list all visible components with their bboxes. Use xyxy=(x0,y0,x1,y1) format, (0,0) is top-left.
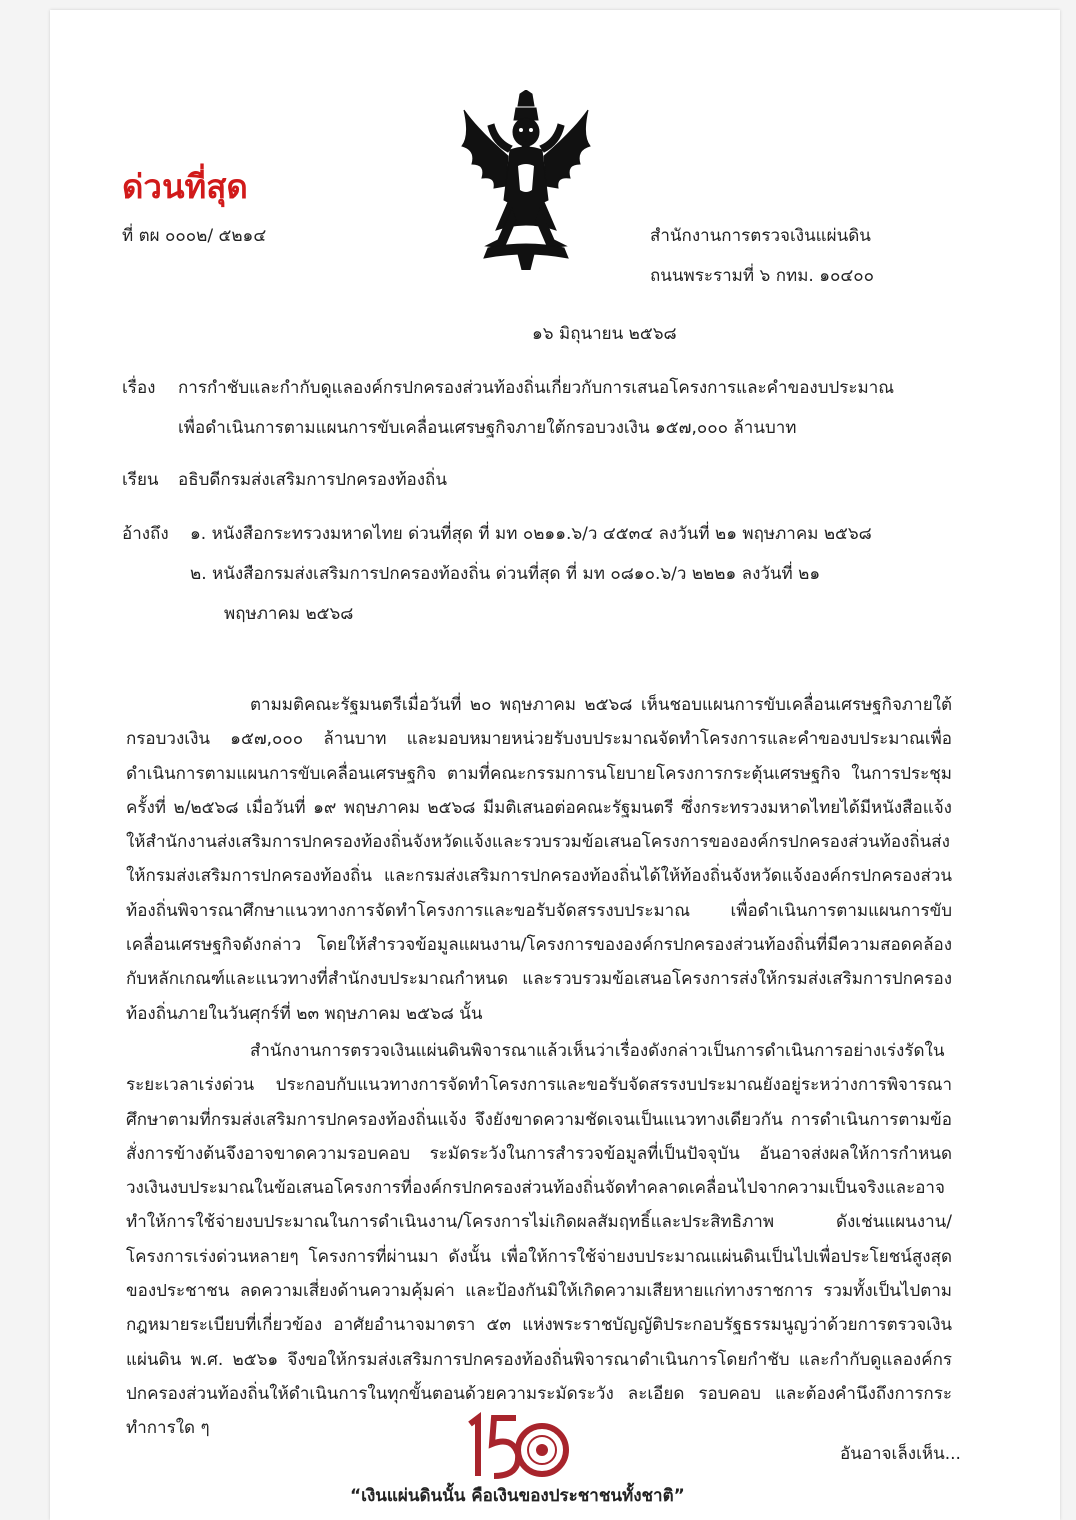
garuda-emblem-icon xyxy=(458,90,594,270)
reference-item-2: ๒. หนังสือกรมส่งเสริมการปกครองท้องถิ่น ด่วนที่สุด ที่ มท ๐๘๑๐.๖/ว ๒๒๒๑ ลงวันที่ ๒๑ xyxy=(190,564,821,584)
subject-line-2: เพื่อดำเนินการตามแผนการขับเคลื่อนเศรษฐกิจภายใต้กรอบวงเงิน ๑๕๗,๐๐๐ ล้านบาท xyxy=(178,418,797,438)
agency-name: สำนักงานการตรวจเงินแผ่นดิน xyxy=(650,226,871,246)
agency-motto: “เงินแผ่นดินนั้น คือเงินของประชาชนทั้งชาติ” xyxy=(350,1486,685,1506)
document-date: ๑๖ มิถุนายน ๒๕๖๘ xyxy=(532,324,677,344)
continued-text: อันอาจเล็งเห็น... xyxy=(840,1444,961,1464)
recipient-name: อธิบดีกรมส่งเสริมการปกครองท้องถิ่น xyxy=(178,470,447,490)
reference-item-1: ๑. หนังสือกระทรวงมหาดไทย ด่วนที่สุด ที่ มท ๐๒๑๑.๖/ว ๔๕๓๔ ลงวันที่ ๒๑ พฤษภาคม ๒๕๖๘ xyxy=(190,524,872,544)
urgency-stamp: ด่วนที่สุด xyxy=(122,167,248,206)
anniversary-150-logo-icon xyxy=(460,1410,570,1488)
reference-number: ที่ ตผ ๐๐๐๒/ ๕๒๑๔ xyxy=(122,226,267,246)
document-page xyxy=(50,10,1060,1520)
subject-label: เรื่อง xyxy=(122,378,156,398)
subject-line-1: การกำชับและกำกับดูแลองค์กรปกครองส่วนท้องถิ่นเกี่ยวกับการเสนอโครงการและคำของบประมาณ xyxy=(178,378,895,398)
body-paragraph-2: สำนักงานการตรวจเงินแผ่นดินพิจารณาแล้วเห็นว่าเรื่องดังกล่าวเป็นการดำเนินการอย่างเร่งรัดในระยะเวลาเร่งด่วน ประกอบกับแนวทางการจัดทำโครงการและขอรับจัดสรรงบประมาณยังอยู่ระหว่างการพิจารณาศึกษาตามที่กรมส่งเสริมการปกครองท้องถิ่นแจ้ง จึงยังขาดความชัดเจนเป็นแนวทางเดียวกัน การดำเนินการตามข้อสั่งการข้างต้นจึงอาจขาดความรอบคอบ ระมัดระวังในการสำรวจข้อมูลที่เป็นปัจจุบัน อันอาจส่งผลให้การกำหนดวงเงินงบประมาณในข้อเสนอโครงการที่องค์กรปกครองส่วนท้องถิ่นจัดทำคลาดเคลื่อนไปจากความเป็นจริงและอาจทำให้การใช้จ่ายงบประมาณในการดำเนินงาน/โครงการไม่เกิดผลสัมฤทธิ์และประสิทธิภาพ ดังเช่นแผนงาน/โครงการเร่งด่วนหลายๆ โครงการที่ผ่านมา ดังนั้น เพื่อให้การใช้จ่ายงบประมาณแผ่นดินเป็นไปเพื่อประโยชน์สูงสุดของประชาชน ลดความเสี่ยงด้านความคุ้มค่า และป้องกันมิให้เกิดความเสียหายแก่ทางราชการ รวมทั้งเป็นไปตามกฎหมายระเบียบที่เกี่ยวข้อง อาศัยอำนาจมาตรา ๕๓ แห่งพระราชบัญญัติประกอบรัฐธรรมนูญว่าด้วยการตรวจเงินแผ่นดิน พ.ศ. ๒๕๖๑ จึงขอให้กรมส่งเสริมการปกครองท้องถิ่นพิจารณาดำเนินการโดยกำชับ และกำกับดูแลองค์กรปกครองส่วนท้องถิ่นให้ดำเนินการในทุกขั้นตอนด้วยความระมัดระวัง ละเอียด รอบคอบ และต้องคำนึงถึงการกระทำการใด ๆ xyxy=(126,1041,952,1439)
agency-address: ถนนพระรามที่ ๖ กทม. ๑๐๔๐๐ xyxy=(650,266,874,286)
recipient-label: เรียน xyxy=(122,470,159,490)
references-label: อ้างถึง xyxy=(122,524,169,544)
reference-item-2-continued: พฤษภาคม ๒๕๖๘ xyxy=(224,604,354,624)
body-paragraph-1: ตามมติคณะรัฐมนตรีเมื่อวันที่ ๒๐ พฤษภาคม ๒๕๖๘ เห็นชอบแผนการขับเคลื่อนเศรษฐกิจภายใต้กรอบวงเงิน ๑๕๗,๐๐๐ ล้านบาท และมอบหมายหน่วยรับงบประมาณจัดทำโครงการและคำของบประมาณเพื่อดำเนินการตามแผนการขับเคลื่อนเศรษฐกิจ ตามที่คณะกรรมการนโยบายโครงการกระตุ้นเศรษฐกิจ ในการประชุมครั้งที่ ๒/๒๕๖๘ เมื่อวันที่ ๑๙ พฤษภาคม ๒๕๖๘ มีมติเสนอต่อคณะรัฐมนตรี ซึ่งกระทรวงมหาดไทยได้มีหนังสือแจ้งให้สำนักงานส่งเสริมการปกครองท้องถิ่นจังหวัดแจ้งและรวบรวมข้อเสนอโครงการขององค์กรปกครองส่วนท้องถิ่นส่งให้กรมส่งเสริมการปกครองท้องถิ่น และกรมส่งเสริมการปกครองท้องถิ่นได้ให้ท้องถิ่นจังหวัดแจ้งองค์กรปกครองส่วนท้องถิ่นพิจารณาศึกษาแนวทางการจัดทำโครงการและขอรับจัดสรรงบประมาณ เพื่อดำเนินการตามแผนการขับเคลื่อนเศรษฐกิจดังกล่าว โดยให้สำรวจข้อมูลแผนงาน/โครงการขององค์กรปกครองส่วนท้องถิ่นที่มีความสอดคล้องกับหลักเกณฑ์และแนวทางที่สำนักงบประมาณกำหนด และรวบรวมข้อเสนอโครงการส่งให้กรมส่งเสริมการปกครองท้องถิ่นภายในวันศุกร์ที่ ๒๓ พฤษภาคม ๒๕๖๘ นั้น xyxy=(126,695,952,1024)
